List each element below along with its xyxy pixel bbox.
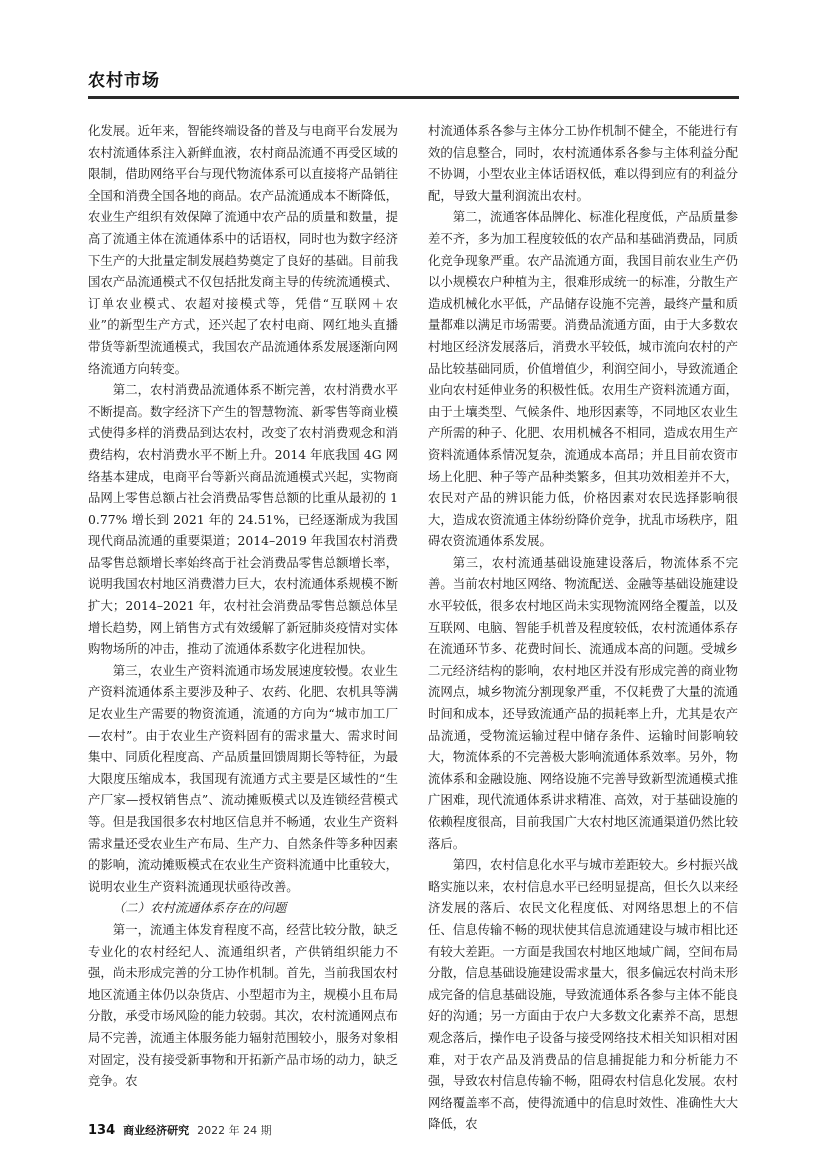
page-number: 134 [88, 1123, 116, 1138]
subsection-heading: （二）农村流通体系存在的问题 [112, 900, 287, 916]
paragraph: 村流通体系各参与主体分工协作机制不健全，不能进行有效的信息整合，同时，农村流通体系各参与主体利益分配不协调，小型农业主体话语权低，难以得到应有的利益分配，导致大量利润流出农村。 [428, 123, 738, 203]
paragraph: 第三，农村流通基础设施建设落后，物流体系不完善。当前农村地区网络、物流配送、金融等基础设施建设水平较低，很多农村地区尚未实现物流网络全覆盖，以及互联网、电脑、智能手机普及程度较低，农村流通体系存在流通环节多、花费时间长、流通成本高的问题。受城乡二元经济结构的影响，农村地区并没有形成完善的商业物流网点，城乡物流分割现象严重，不仅耗费了大量的流通时间和成本，还导致流通产品的损耗率上升，尤其是农产品流通，受物流运输过程中储存条件、运输时间影响较大，物流体系的不完善极大影响流通体系效率。另外，物流体系和金融设施、网络设施不完善导致新型流通模式推广困难，现代流通体系讲求精准、高效，对于基础设施的依赖程度很高，目前我国广大农村地区流通渠道仍然比较落后。 [428, 554, 738, 851]
journal-name: 商业经济研究 [123, 1124, 190, 1137]
left-column [88, 120, 398, 1092]
section-title: 农村市场 [88, 71, 160, 91]
paragraph: 第二，农村消费品流通体系不断完善，农村消费水平不断提高。数字经济下产生的智慧物流、新零售等商业模式使得多样的消费品到达农村，改变了农村消费观念和消费结构，农村消费水平不断上升。2014 年底我国 4G 网络基本建成，电商平台等新兴商品流通模式兴起，实物商品网上零售总额占社会消费品零售总额的比重从最初的 10.77% 增长到 2021 年的 24.51%，已经逐渐成为我国现代商品流通的重要渠道；2014–2019 年我国农村消费品零售总额增长率始终高于社会消费品零售总额增长率，说明我国农村地区消费潜力巨大，农村流通体系规模不断扩大；2014–2021 年，农村社会消费品零售总额总体呈增长趋势，网上销售方式有效缓解了新冠肺炎疫情对实体购物场所的冲击，推动了流通体系数字化进程加快。 [88, 382, 398, 657]
paragraph: 化发展。近年来，智能终端设备的普及与电商平台发展为农村流通体系注入新鲜血液，农村商品流通不再受区域的限制，借助网络平台与现代物流体系可以直接将产品销往全国和消费全国各地的商品。农产品流通成本不断降低，农业生产组织有效保障了流通中农产品的质量和数量，提高了流通主体在流通体系中的话语权，同时也为数字经济下生产的大批量定制发展趋势奠定了良好的基础。目前我国农产品流通模式不仅包括批发商主导的传统流通模式、订单农业模式、农超对接模式等，凭借“互联网＋农业”的新型生产方式，还兴起了农村电商、网红地头直播带货等新型流通模式，我国农产品流通体系发展逐渐向网络流通方向转变。 [88, 123, 398, 376]
paragraph: 第三，农业生产资料流通市场发展速度较慢。农业生产资料流通体系主要涉及种子、农药、化肥、农机具等满足农业生产需要的物资流通，流通的方向为“城市加工厂—农村”。由于农业生产资料固有的需求量大、需求时间集中、同质化程度高、产品质量回馈周期长等特征，为最大限度压缩成本，我国现有流通方式主要是区域性的“生产厂家—授权销售点”、流动摊贩模式以及连锁经营模式等。但是我国很多农村地区信息并不畅通，农业生产资料需求量还受农业生产布局、生产力、自然条件等多种因素的影响，流动摊贩模式在农业生产资料流通中比重较大，说明农业生产资料流通现状亟待改善。 [88, 662, 398, 894]
paragraph: 第一，流通主体发育程度不高，经营比较分散，缺乏专业化的农村经纪人、流通组织者，产供销组织能力不强，尚未形成完善的分工协作机制。首先，当前我国农村地区流通主体仍以杂货店、小型超市为主，规模小且布局分散，承受市场风险的能力较弱。其次，农村流通网点布局不完善，流通主体服务能力辐射范围较小，服务对象相对固定，没有接受新事物和开拓新产品市场的动力，缺乏竞争。农 [88, 921, 398, 1089]
header-rule [88, 96, 739, 99]
right-column [428, 120, 738, 1135]
issue-label: 2022 年 24 期 [197, 1124, 272, 1137]
paragraph: 第二，流通客体品牌化、标准化程度低，产品质量参差不齐，多为加工程度较低的农产品和基础消费品，同质化竞争现象严重。农产品流通方面，我国目前农业生产仍以小规模农户种植为主，很难形成统一的标准，分散生产造成机械化水平低，产品储存设施不完善，最终产量和质量都难以满足市场需要。消费品流通方面，由于大多数农村地区经济发展落后，消费水平较低，城市流向农村的产品比较基础同质，价值增值少，利润空间小，导致流通企业向农村延伸业务的积极性低。农用生产资料流通方面，由于土壤类型、气候条件、地形因素等，不同地区农业生产所需的种子、化肥、农用机械各不相同，造成农用生产资料流通体系情况复杂，流通成本高昂；并且目前农资市场上化肥、种子等产品种类繁多，但其功效相差并不大，农民对产品的辨识能力低，价格因素对农民选择影响很大，造成农资流通主体纷纷降价竞争，扰乱市场秩序，阻碍农资流通体系发展。 [428, 209, 738, 549]
page-footer [88, 1122, 272, 1138]
paragraph: 第四，农村信息化水平与城市差距较大。乡村振兴战略实施以来，农村信息水平已经明显提高，但长久以来经济发展的落后、农民文化程度低、对网络思想上的不信任、信息传输不畅的现状使其信息流通建设与城市相比还有较大差距。一方面是我国农村地区地域广阔，空间布局分散，信息基础设施建设需求量大，很多偏远农村尚未形成完备的信息基础设施，导致流通体系各参与主体不能良好的沟通；另一方面由于农户大多数文化素养不高，思想观念落后，操作电子设备与接受网络技术相关知识相对困难，对于农产品及消费品的信息捕捉能力和分析能力不强，导致农村信息传输不畅，阻碍农村信息化发展。农村网络覆盖率不高，使得流通中的信息时效性、准确性大大降低，农 [428, 857, 738, 1132]
